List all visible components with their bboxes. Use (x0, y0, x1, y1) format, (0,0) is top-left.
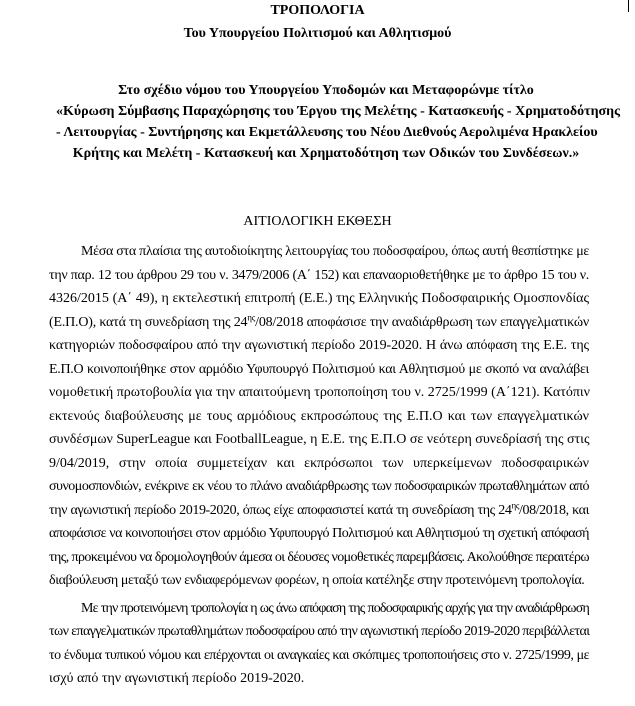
paragraph-line: κατηγοριών ποδοσφαίρου από την αγωνιστική περίοδο 2019-2020. Η άνω απόφαση της Ε.Ε. της (49, 338, 589, 353)
paragraph-line: Με την προτεινόμενη τροπολογία η ως άνω απόφαση της ποδοσφαιρικής αρχής για την αναδιάρθρωση (81, 600, 589, 616)
paragraph-line: νομοθετική πρωτοβουλία για την απαιτούμενη τροποποίηση του ν. 2725/1999 (Α΄121). Κατόπιν (49, 385, 590, 400)
paragraph-text: (Ε.Π.Ο), κατά τη συνεδρίαση της 24 (49, 314, 248, 330)
paragraph-line: ισχύ από την αγωνιστική περίοδο 2019-2020. (49, 671, 305, 686)
paragraph-text: /08/2018 αποφάσισε την αναδιάρθρωση των επαγγελματικών (255, 314, 589, 330)
document-subtitle: Του Υπουργείου Πολιτισμού και Αθλητισμού (183, 26, 452, 41)
paragraph-line: αποφάσισε να κοινοποιήσει στον αρμόδιο Υφυπουργό Πολιτισμού και Αθλητισμού τη σχετική απόφασή (49, 526, 589, 541)
ordinal-suffix: ης (511, 499, 519, 510)
paragraph-2 (49, 597, 621, 691)
paragraph-line: εκτενούς διαβούλευσης με τους αρμόδιους εκπροσώπους της Ε.Π.Ο και των επαγγελματικών (49, 408, 589, 424)
paragraph-text: την αγωνιστική περίοδο 2019-2020, όπως είχε αποφασιστεί κατά τη συνεδρίαση της 24 (49, 502, 512, 518)
paragraph-1 (49, 240, 621, 593)
bill-intro-line: Στο σχέδιο νόμου του Υπουργείου Υποδομών και Μεταφορώνμε τίτλο (118, 83, 534, 98)
paragraph-line: της, προκειμένου να δρομολογηθούν άμεσα οι δέουσες νομοθετικές παρεμβάσεις. Ακολούθησε περαιτέρω (49, 549, 589, 565)
paragraph-line: των επαγγελματικών πρωταθλημάτων ποδοσφαίρου από την αγωνιστική περίοδο 2019-2020 περιβάλλεται (49, 624, 590, 639)
explanatory-report-body (49, 240, 621, 691)
bill-intro-line: - Λειτουργίας - Συντήρησης και Εκμετάλλευσης του Νέου Διεθνούς Αερολιμένα Ηρακλείου (56, 125, 598, 140)
paragraph-line: 9/04/2019, στην οποία συμμετείχαν και εκπρόσωποι των υπερκείμενων ποδοσφαιρικών (49, 455, 589, 471)
bill-intro (56, 80, 620, 164)
paragraph-line: το ένδυμα τυπικού νόμου και επέρχονται οι αναγκαίες και σκόπιμες τροποποιήσεις στο ν. 2725/1999, με (49, 647, 589, 663)
bill-intro-line: Κρήτης και Μελέτη - Κατασκευή και Χρηματοδότηση των Οδικών του Συνδέσεων.» (72, 146, 580, 161)
paragraph-line: συνομοσπονδιών, ενέκρινε εκ νέου το πλάνο αναδιάρθρωσης των ποδοσφαιρικών πρωταθλημάτων από (49, 479, 589, 494)
paragraph-line: διαβούλευση μεταξύ των ενδιαφερόμενων φορέων, η οποία κατέληξε στην προτεινόμενη τροπολογία. (49, 573, 585, 588)
paragraph-line: συνδέσμων SuperLeague και FootballLeague, η Ε.Ε. της Ε.Π.Ο σε νεότερη συνεδρίασή της στις (49, 432, 590, 447)
paragraph-line: Ε.Π.Ο κοινοποιήθηκε στον αρμόδιο Υφυπουργό Πολιτισμού και Αθλητισμού με σκοπό να αναλάβει (49, 361, 589, 377)
paragraph-line: την παρ. 12 του άρθρου 29 του ν. 3479/2006 (Α΄ 152) και επαναοριοθετήθηκε με το άρθρο 15 του ν. (49, 267, 589, 283)
paragraph-line: Μέσα στα πλαίσια της αυτοδιοίκητης λειτουργίας του ποδοσφαίρου, όπως αυτή θεσπίστηκε με (81, 244, 589, 259)
paragraph-line: 4326/2015 (Α΄ 49), η εκτελεστική επιτροπή (Ε.Ε.) της Ελληνικής Ποδοσφαιρικής Ομοσπονδίας (49, 291, 589, 306)
paragraph-line (49, 499, 589, 523)
paragraph-line (49, 311, 589, 335)
document-title: ΤΡΟΠΟΛΟΓΙΑ (270, 3, 365, 18)
bill-intro-line: «Κύρωση Σύμβασης Παραχώρησης του Έργου της Μελέτης - Κατασκευής - Χρηματοδότησης (56, 104, 620, 119)
section-title: ΑΙΤΙΟΛΟΓΙΚΗ ΕΚΘΕΣΗ (243, 214, 392, 229)
ordinal-suffix: ης (247, 311, 256, 322)
paragraph-text: /08/2018, και (519, 502, 589, 518)
